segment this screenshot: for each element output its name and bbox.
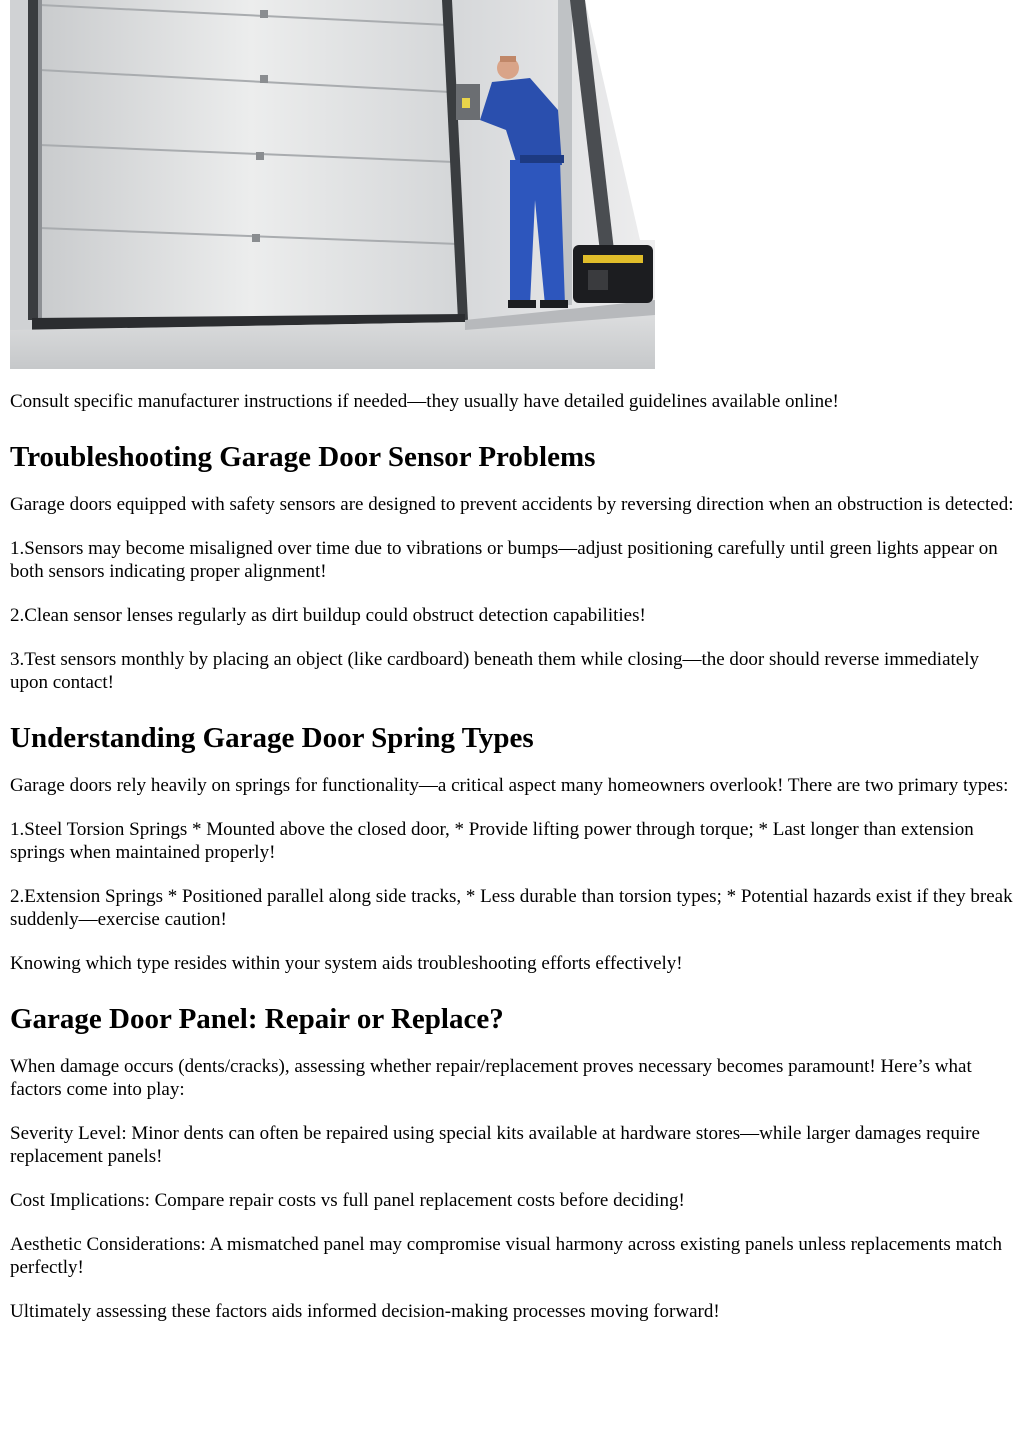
panel-paragraph-3: Cost Implications: Compare repair costs vs full panel replacement costs before deciding! [10, 1190, 685, 1211]
panel-paragraph-4: Aesthetic Considerations: A mismatched panel may compromise visual harmony across existing panels unless replacements match perfectly! [10, 1234, 1002, 1278]
spring-paragraph-2: 1.Steel Torsion Springs * Mounted above the closed door, * Provide lifting power through torque; * Last longer than extension springs when maintained properly! [10, 819, 974, 863]
spring-paragraph-1: Garage doors rely heavily on springs for functionality—a critical aspect many homeowners overlook! There are two primary types: [10, 775, 1009, 796]
spring-paragraph-3: 2.Extension Springs * Positioned parallel along side tracks, * Less durable than torsion types; * Potential hazards exist if they break suddenly—exercise caution! [10, 886, 1013, 930]
panel-paragraph-5: Ultimately assessing these factors aids informed decision-making processes moving forward! [10, 1301, 720, 1322]
sensor-paragraph-1: Garage doors equipped with safety sensors are designed to prevent accidents by reversing direction when an obstruction is detected: [10, 494, 1014, 515]
garage-door-technician-photo [10, 0, 655, 369]
sensor-paragraph-2: 1.Sensors may become misaligned over time due to vibrations or bumps—adjust positioning carefully until green lights appear on both sensors indicating proper alignment! [10, 538, 998, 582]
sensor-heading: Troubleshooting Garage Door Sensor Problems [10, 441, 596, 473]
sensor-paragraph-3: 2.Clean sensor lenses regularly as dirt buildup could obstruct detection capabilities! [10, 605, 646, 626]
panel-paragraph-2: Severity Level: Minor dents can often be repaired using special kits available at hardware stores—while larger damages require replacement panels! [10, 1123, 980, 1167]
panel-paragraph-1: When damage occurs (dents/cracks), assessing whether repair/replacement proves necessary becomes paramount! Here’s what factors come into play: [10, 1056, 972, 1100]
intro-paragraph: Consult specific manufacturer instructions if needed—they usually have detailed guidelines available online! [10, 391, 839, 412]
sensor-paragraph-4: 3.Test sensors monthly by placing an object (like cardboard) beneath them while closing—the door should reverse immediately upon contact! [10, 649, 979, 693]
spring-heading: Understanding Garage Door Spring Types [10, 722, 534, 754]
panel-heading: Garage Door Panel: Repair or Replace? [10, 1003, 504, 1035]
spring-paragraph-4: Knowing which type resides within your system aids troubleshooting efforts effectively! [10, 953, 683, 974]
article [10, 0, 1014, 1323]
